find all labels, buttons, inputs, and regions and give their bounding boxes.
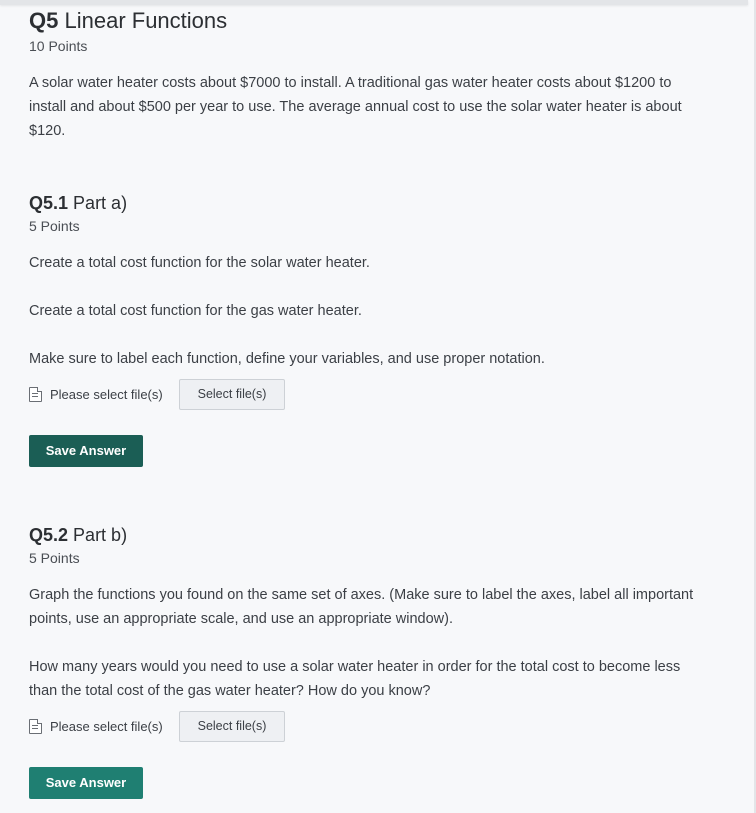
part-b-paragraph-1: Graph the functions you found on the same set of axes. (Make sure to label the axes, label all important points, use an appropriate scale, and use an appropriate window). — [29, 587, 694, 627]
part-a-paragraph-3: Make sure to label each function, define your variables, and use proper notation. — [29, 351, 545, 367]
part-b-paragraph-2: How many years would you need to use a solar water heater in order for the total cost to become less than the total cost of the gas water heater? How do you know? — [29, 659, 681, 699]
part-a-paragraph-2: Create a total cost function for the gas water heater. — [29, 303, 362, 319]
file-status-label: Please select file(s) — [50, 387, 163, 402]
part-b-file-upload — [29, 711, 289, 743]
part-b-number: Q5.2 — [29, 525, 69, 545]
part-a-title — [29, 193, 127, 214]
question-points: 10 Points — [29, 38, 88, 54]
file-icon — [29, 719, 42, 734]
part-b-title — [29, 525, 127, 546]
part-b-points: 5 Points — [29, 550, 80, 566]
part-a-title-text: Part a) — [73, 193, 128, 213]
part-a-file-upload — [29, 379, 289, 411]
save-answer-button[interactable]: Save Answer — [29, 767, 143, 799]
question-title-text: Linear Functions — [64, 8, 228, 33]
select-files-button[interactable]: Select file(s) — [179, 379, 285, 410]
file-status-label: Please select file(s) — [50, 719, 163, 734]
save-answer-button[interactable]: Save Answer — [29, 435, 143, 467]
top-bar — [0, 0, 748, 5]
part-b-title-text: Part b) — [73, 525, 128, 545]
part-a-number: Q5.1 — [29, 193, 69, 213]
part-a-points: 5 Points — [29, 218, 80, 234]
question-number: Q5 — [29, 8, 59, 33]
question-prompt: A solar water heater costs about $7000 to install. A traditional gas water heater costs about $1200 to install and about $500 per year to use. The average annual cost to use the solar water heater is about $120. — [29, 75, 682, 139]
part-a-paragraph-1: Create a total cost function for the solar water heater. — [29, 255, 370, 271]
question-title — [29, 8, 227, 34]
select-files-button[interactable]: Select file(s) — [179, 711, 285, 742]
file-icon — [29, 387, 42, 402]
